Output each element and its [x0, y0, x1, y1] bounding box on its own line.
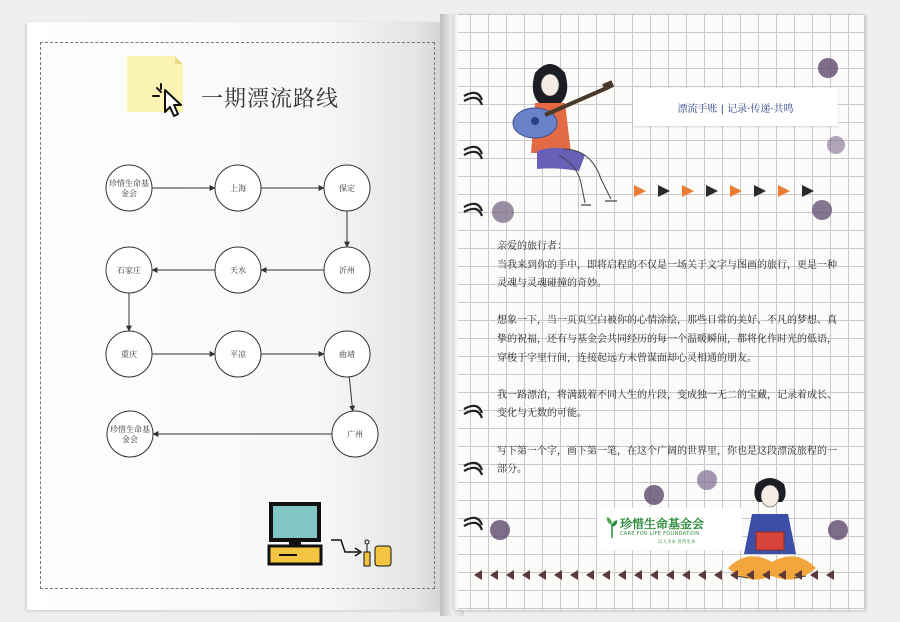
triangle-mark	[746, 570, 754, 580]
route-node-label: 上海	[230, 184, 246, 193]
triangle-mark	[778, 185, 790, 197]
triangle-mark	[778, 570, 786, 580]
logo-tagline: 以人为本 善待生命	[658, 540, 696, 545]
leaf-icon	[606, 516, 618, 538]
letter-greeting: 亲爱的旅行者：	[497, 241, 567, 252]
route-node-label: 平凉	[230, 350, 246, 359]
triangle-mark	[586, 570, 594, 580]
logo-english: CARE FOR LIFE FOUNDATION	[620, 531, 700, 537]
route-node-label: 曲靖	[339, 350, 355, 359]
banner-text: 漂流手账 | 记录·传递·共鸣	[677, 103, 794, 115]
route-node-label: 珍惜生命基	[109, 179, 149, 188]
triangle-mark	[506, 570, 514, 580]
top-triangle-row	[630, 182, 840, 200]
route-node-label: 广州	[347, 430, 363, 439]
triangle-mark	[810, 570, 818, 580]
triangle-mark	[730, 185, 742, 197]
triangle-mark	[570, 570, 578, 580]
triangle-mark	[666, 570, 674, 580]
letter-paragraph: 想象一下，当一页页空白被你的心情涂绘，那些日常的美好、不凡的梦想、真挚的祝福，还有与基金会共同经历的每一个温暖瞬间，都将化作时光的低语，穿梭于字里行间，连接起远方未曾谋面却心灵相通的朋友。	[497, 315, 837, 364]
letter-paragraph: 写下第一个字，画下第一笔，在这个广阔的世界里，你也是这段漂流旅程的一部分。	[497, 445, 837, 476]
triangle-mark	[714, 570, 722, 580]
triangle-mark	[802, 185, 814, 197]
triangle-mark	[602, 570, 610, 580]
bottom-triangle-row	[470, 568, 840, 582]
route-node-label: 沂州	[339, 266, 355, 275]
triangle-mark	[522, 570, 530, 580]
triangle-mark	[490, 570, 498, 580]
triangle-mark	[634, 185, 646, 197]
triangle-mark	[730, 570, 738, 580]
triangle-mark	[682, 570, 690, 580]
letter-paragraph: 我一路漂泊，将满载着不同人生的片段，变成独一无二的宝藏，记录着成长、变化与无数的可能。	[497, 389, 837, 420]
triangle-mark	[706, 185, 718, 197]
logo-name: 珍惜生命基金会	[620, 517, 705, 531]
route-node-label: 天水	[230, 266, 246, 275]
triangle-mark	[538, 570, 546, 580]
triangle-mark	[682, 185, 694, 197]
binder-rings	[462, 0, 502, 622]
triangle-mark	[554, 570, 562, 580]
triangle-mark	[762, 570, 770, 580]
route-node-label: 保定	[339, 184, 355, 193]
journal-banner	[633, 88, 838, 126]
triangle-mark	[658, 185, 670, 197]
triangle-mark	[618, 570, 626, 580]
route-node-label: 重庆	[121, 350, 137, 359]
triangle-mark	[754, 185, 766, 197]
foundation-logo	[598, 508, 742, 550]
route-node-label: 石家庄	[117, 266, 141, 275]
route-node-label: 金会	[122, 435, 138, 444]
route-node-label: 金会	[121, 189, 137, 198]
triangle-mark	[826, 570, 834, 580]
triangle-mark	[650, 570, 658, 580]
triangle-mark	[794, 570, 802, 580]
letter-paragraph: 当我来到你的手中，即将启程的不仅是一场关于文字与图画的旅行，更是一种灵魂与灵魂碰撞的奇妙。	[497, 259, 837, 290]
triangle-mark	[474, 570, 482, 580]
letter-body	[497, 238, 842, 498]
triangle-mark	[634, 570, 642, 580]
route-node-label: 珍惜生命基	[110, 425, 150, 434]
guitar-girl-illustration	[505, 55, 635, 215]
route-title: 一期漂流路线	[201, 87, 340, 112]
triangle-mark	[698, 570, 706, 580]
